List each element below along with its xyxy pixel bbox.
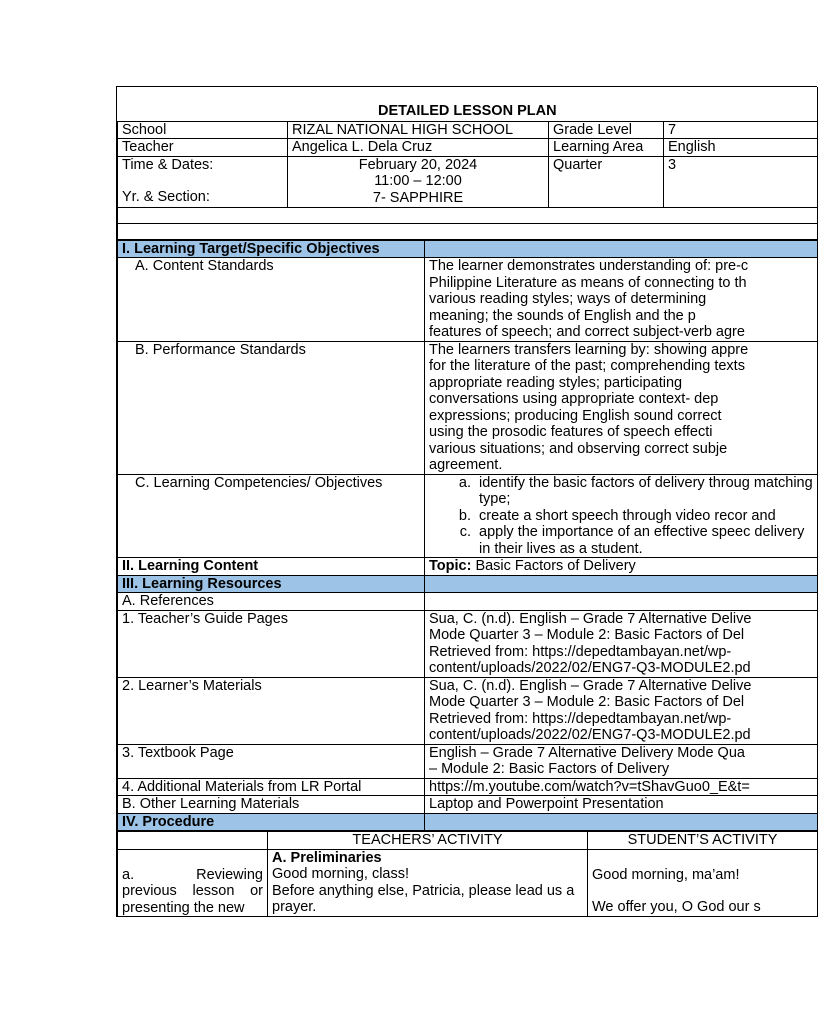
teachers-guide-label: 1. Teacher’s Guide Pages xyxy=(118,610,425,677)
textbook-page-label: 3. Textbook Page xyxy=(118,744,425,778)
procedure-step-label: a. Reviewing previous lesson or presenting the new xyxy=(118,849,268,917)
learning-area-label: Learning Area xyxy=(549,139,664,157)
other-materials-value: Laptop and Powerpoint Presentation xyxy=(425,796,818,814)
text-line: Philippine Literature as means of connecting to th xyxy=(429,274,747,291)
content-standards-label: A. Content Standards xyxy=(118,258,425,342)
objectives-list xyxy=(429,475,813,558)
students-activity-header: STUDENT’S ACTIVITY xyxy=(588,832,818,850)
learners-materials-label: 2. Learner’s Materials xyxy=(118,677,425,744)
document-title: DETAILED LESSON PLAN xyxy=(118,87,818,121)
student-line: Good morning, ma’am! xyxy=(592,866,740,883)
grade-level-value: 7 xyxy=(664,121,818,139)
text-line: appropriate reading styles; participating xyxy=(429,374,683,391)
text-line: English – Grade 7 Alternative Delivery Mode Qua xyxy=(429,744,745,761)
teachers-activity-header: TEACHERS’ ACTIVITY xyxy=(268,832,588,850)
lesson-plan-document xyxy=(116,86,817,917)
topic-cell xyxy=(425,558,818,576)
procedure-table xyxy=(117,831,818,917)
student-line: We offer you, O God our s xyxy=(592,899,761,915)
text-line: content/uploads/2022/02/ENG7-Q3-MODULE2.pd xyxy=(429,727,751,743)
section-value: 7- SAPPHIRE xyxy=(372,189,464,206)
text-line: The learner demonstrates understanding of: pre-c xyxy=(429,258,749,274)
quarter-label: Quarter xyxy=(549,156,664,207)
performance-standards-label: B. Performance Standards xyxy=(118,341,425,474)
text-line: agreement. xyxy=(429,457,503,473)
text-line: – Module 2: Basic Factors of Delivery xyxy=(429,761,670,777)
section-heading-procedure: IV. Procedure xyxy=(118,813,425,831)
references-label: A. References xyxy=(118,593,425,611)
student-activity-cell xyxy=(588,849,818,917)
quarter-value: 3 xyxy=(664,156,818,207)
teacher-line: Good morning, class! xyxy=(272,866,410,882)
text-line: content/uploads/2022/02/ENG7-Q3-MODULE2.pd xyxy=(429,660,751,676)
text-line: Sua, C. (n.d). English – Grade 7 Alternative Delive xyxy=(429,610,752,627)
objectives-cell xyxy=(425,474,818,558)
other-materials-label: B. Other Learning Materials xyxy=(118,796,425,814)
school-value: RIZAL NATIONAL HIGH SCHOOL xyxy=(288,121,549,139)
content-standards-text xyxy=(425,258,818,342)
time-section-labels xyxy=(118,156,288,207)
teacher-label: Teacher xyxy=(118,139,288,157)
additional-materials-label: 4. Additional Materials from LR Portal xyxy=(118,778,425,796)
grade-level-label: Grade Level xyxy=(549,121,664,139)
section-heading-learning-content: II. Learning Content xyxy=(118,558,425,576)
preliminaries-heading: A. Preliminaries xyxy=(272,849,382,866)
topic-value: Basic Factors of Delivery xyxy=(471,558,636,574)
performance-standards-text xyxy=(425,341,818,474)
teacher-line: Before anything else, Patricia, please lead us a prayer. xyxy=(272,882,575,915)
text-line: various situations; and observing correct subje xyxy=(429,440,728,457)
time-value: 11:00 – 12:00 xyxy=(374,173,462,189)
text-line: Sua, C. (n.d). English – Grade 7 Alternative Delive xyxy=(429,677,752,694)
date-value: February 20, 2024 xyxy=(358,156,478,173)
schedule-values xyxy=(288,156,549,207)
text-line: features of speech; and correct subject-verb agre xyxy=(429,324,745,340)
section-heading-learning-resources: III. Learning Resources xyxy=(118,575,425,593)
text-line: Mode Quarter 3 – Module 2: Basic Factors of Del xyxy=(429,694,745,710)
objective-item: c. apply the importance of an effective speec delivery in their lives as a student. xyxy=(475,524,813,557)
learners-materials-text xyxy=(425,677,818,744)
teacher-activity-cell xyxy=(268,849,588,917)
spacer-row xyxy=(118,223,818,239)
time-dates-label: Time & Dates: xyxy=(122,156,214,173)
text-line: Retrieved from: https://depedtambayan.net/wp- xyxy=(429,643,732,660)
topic-label: Topic: xyxy=(429,558,472,574)
header-table xyxy=(117,87,818,240)
teacher-value: Angelica L. Dela Cruz xyxy=(288,139,549,157)
text-line: for the literature of the past; comprehending texts xyxy=(429,358,745,374)
learning-area-value: English xyxy=(664,139,818,157)
objective-item: b. create a short speech through video recor and xyxy=(475,508,813,525)
text-line: various reading styles; ways of determining xyxy=(429,291,707,307)
section-heading-objectives: I. Learning Target/Specific Objectives xyxy=(118,240,425,258)
body-table xyxy=(117,240,818,832)
text-line: Mode Quarter 3 – Module 2: Basic Factors of Del xyxy=(429,627,745,643)
additional-materials-link[interactable]: https://m.youtube.com/watch?v=tShavGuo0_E&t= xyxy=(425,778,818,796)
learning-competencies-label: C. Learning Competencies/ Objectives xyxy=(118,474,425,558)
objective-item: a. identify the basic factors of delivery throug matching type; xyxy=(475,475,813,508)
text-line: The learners transfers learning by: showing appre xyxy=(429,341,749,358)
text-line: meaning; the sounds of English and the p xyxy=(429,307,696,324)
text-line: Retrieved from: https://depedtambayan.net/wp- xyxy=(429,710,732,727)
teachers-guide-text xyxy=(425,610,818,677)
school-label: School xyxy=(118,121,288,139)
text-line: conversations using appropriate context- dep xyxy=(429,391,719,407)
textbook-page-text xyxy=(425,744,818,778)
text-line: using the prosodic features of speech effecti xyxy=(429,424,713,440)
spacer-row xyxy=(118,207,818,223)
year-section-label: Yr. & Section: xyxy=(122,189,210,205)
text-line: expressions; producing English sound correct xyxy=(429,407,722,424)
